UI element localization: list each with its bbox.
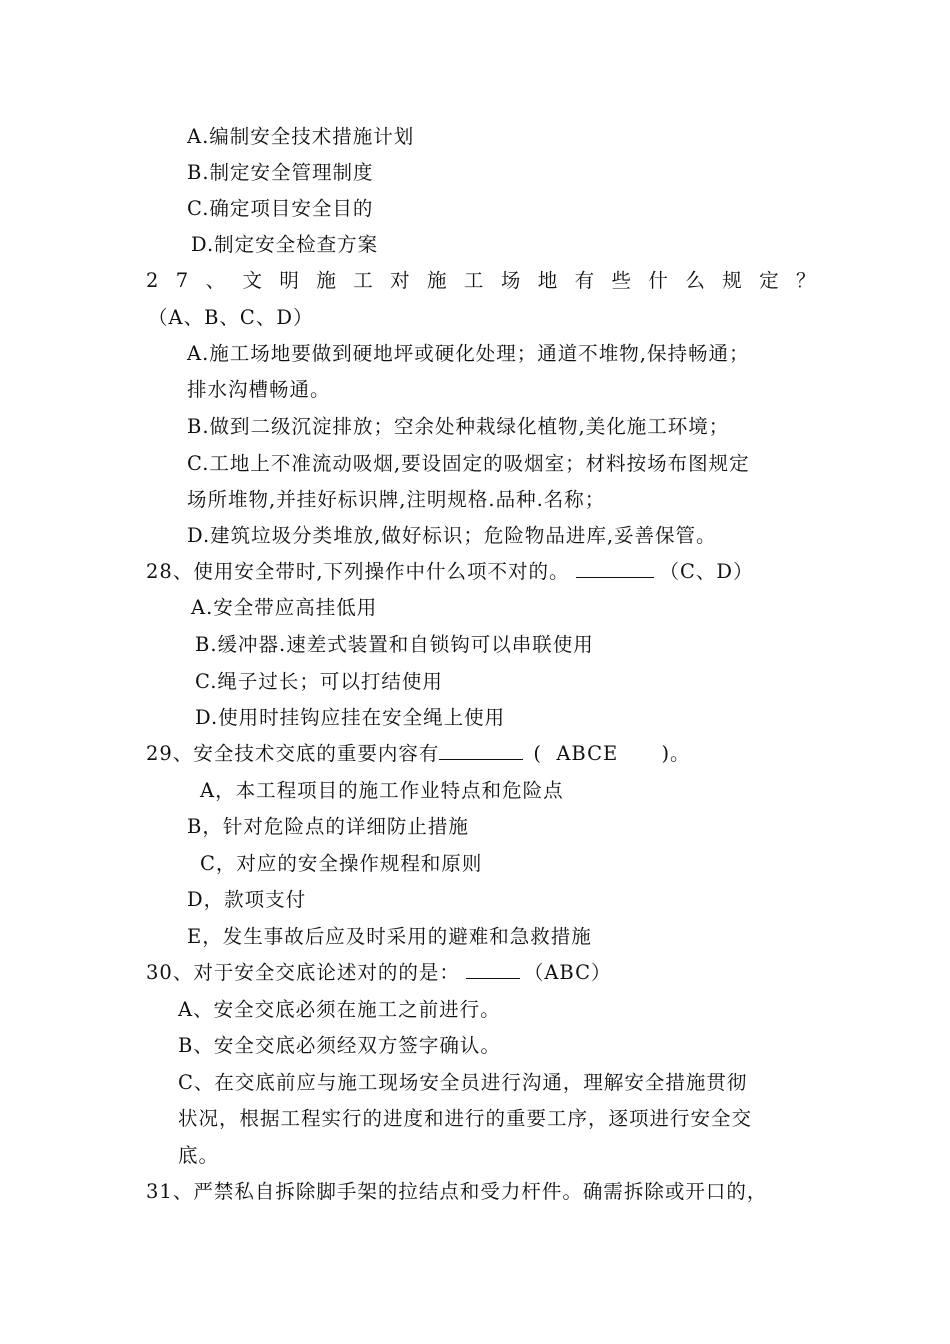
q29-question: 29、安全技术交底的重要内容有 xyxy=(146,742,440,765)
q31-question: 31、严禁私自拆除脚手架的拉结点和受力杆件。确需拆除或开口的， xyxy=(146,1180,768,1203)
q26-option-a: A.编制安全技术措施计划 xyxy=(187,125,415,148)
q29-option-e: E，发生事故后应及时采用的避难和急救措施 xyxy=(187,925,592,948)
q27-option-a: A.施工场地要做到硬地坪或硬化处理；通道不堆物,保持畅通； xyxy=(187,342,750,365)
q30-option-a: A、安全交底必须在施工之前进行。 xyxy=(178,998,501,1021)
q28-option-a: A.安全带应高挂低用 xyxy=(191,596,378,619)
q30-question: 30、对于安全交底论述对的的是： xyxy=(146,961,460,984)
q28-option-c: C.绳子过长；可以打结使用 xyxy=(195,670,443,693)
q26-option-c: C.确定项目安全目的 xyxy=(187,197,374,220)
q27-option-d: D.建筑垃圾分类堆放,做好标识；危险物品进库,妥善保管。 xyxy=(187,524,717,547)
q28-question: 28、使用安全带时,下列操作中什么项不对的。 xyxy=(146,560,570,583)
q29-option-c: C，对应的安全操作规程和原则 xyxy=(200,852,483,875)
q30-option-b: B、安全交底必须经双方签字确认。 xyxy=(178,1034,501,1057)
q29-option-a: A，本工程项目的施工作业特点和危险点 xyxy=(200,779,564,802)
q30-option-c-end: 底。 xyxy=(178,1144,220,1167)
q27-answer: （A、B、C、D） xyxy=(148,306,314,329)
q29-option-b: B，针对危险点的详细防止措施 xyxy=(187,815,469,838)
q28-line xyxy=(146,559,754,585)
q29-line xyxy=(146,741,691,767)
q30-answer-blank xyxy=(466,960,520,979)
q30-option-c-cont: 状况，根据工程实行的进度和进行的重要工序，逐项进行安全交 xyxy=(178,1107,753,1130)
q27-option-a-cont: 排水沟槽畅通。 xyxy=(187,378,331,401)
q28-answer: （C、D） xyxy=(659,560,754,583)
q28-answer-blank xyxy=(576,559,654,578)
q28-option-b: B.缓冲器.速差式装置和自锁钩可以串联使用 xyxy=(195,633,594,656)
q28-option-d: D.使用时挂钩应挂在安全绳上使用 xyxy=(195,706,506,729)
q29-answer-blank xyxy=(439,741,523,760)
q27-question: 27、文明施工对施工场地有些什么规定？ xyxy=(146,269,833,292)
q27-option-b: B.做到二级沉淀排放；空余处种栽绿化植物,美化施工环境； xyxy=(187,415,730,438)
q26-option-d: D.制定安全检查方案 xyxy=(191,233,379,256)
q30-option-c: C、在交底前应与施工现场安全员进行沟通，理解安全措施贯彻 xyxy=(178,1071,748,1094)
q29-answer: ( ABCE )。 xyxy=(533,742,691,765)
q30-line xyxy=(146,960,612,986)
q30-answer: （ABC） xyxy=(523,961,612,984)
q29-option-d: D，款项支付 xyxy=(187,888,307,911)
q27-option-c-cont: 场所堆物,并挂好标识牌,注明规格.品种.名称； xyxy=(187,488,606,511)
q27-option-c: C.工地上不准流动吸烟,要设固定的吸烟室；材料按场布图规定 xyxy=(187,452,750,475)
q26-option-b: B.制定安全管理制度 xyxy=(187,161,374,184)
